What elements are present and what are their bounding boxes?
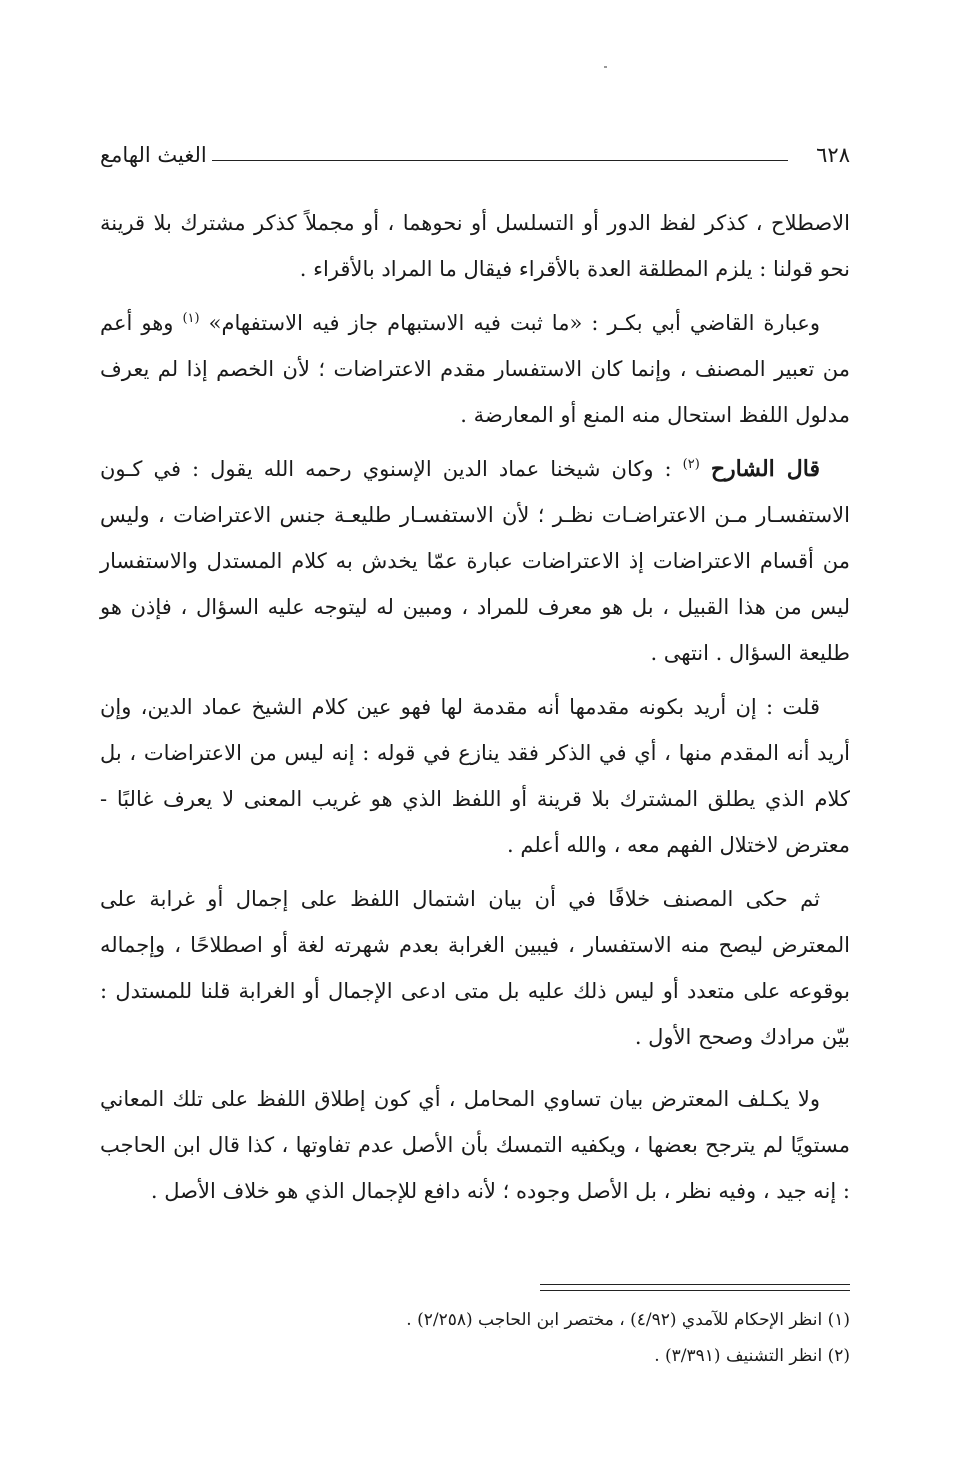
paragraph: [100, 684, 850, 868]
speaker-label: قال الشارح: [710, 456, 820, 482]
paragraph-text: : وكان شيخنا عماد الدين الإسنوي رحمه الله يقول : في كـون الاستفسـار مـن الاعتراضـات نظـر ؛ لأن الاستفسـار طليعـة جنس الاعتراضات ، وليس من أقسام الاعتراضات إذ الاعتراضات عبارة عمّا يخدش به كلام المستدل والاستفسار ليس من هذا القبيل ، بل هو معرف للمراد ، ومبين له ليتوجه عليه السؤال ، فإذن هو طليعة السؤال . انتهى .: [100, 457, 850, 665]
paragraph: [100, 446, 850, 676]
scan-speck: [604, 66, 607, 68]
footnote: (٢) انظر التشنيف (٣/٣٩١) .: [654, 1346, 850, 1366]
footnote-marker: (١): [182, 311, 200, 326]
footnote-separator: [540, 1290, 850, 1291]
paragraph: [100, 1076, 850, 1214]
main-text: [100, 200, 850, 1214]
paragraph-text: ثم حكى المصنف خلافًا في أن بيان اشتمال اللفظ على إجمال أو غرابة على المعترض ليصح منه الاستفسار ، فيبين الغرابة بعدم شهرته لغة أو اصطلاحًا ، وإجماله بوقوعه على متعدد أو ليس ذلك عليه بل متى ادعى الإجمال أو الغرابة قلنا للمستدل : بيّن مرادك وصحح الأول .: [100, 887, 850, 1049]
paragraph: [100, 300, 850, 438]
paragraph-text: وهو أعم من تعبير المصنف ، وإنما كان الاستفسار مقدم الاعتراضات ؛ لأن الخصم إذا لم يعرف مدلول اللفظ استحال منه المنع أو المعارضة .: [100, 311, 850, 427]
footnote-marker: (٢): [682, 457, 700, 472]
footnote-separator: [540, 1284, 850, 1285]
page-number: ٦٢٨: [816, 143, 850, 167]
paragraph-text: قلت : إن أريد بكونه مقدمها أنه مقدمة لها فهو عين كلام الشيخ عماد الدين، وإن أريد أنه المقدم منها ، أي في الذكر فقد ينازع في قوله : إنه ليس من الاعتراضات ، بل كلام الذي يطلق المشترك بلا قرينة أو اللفظ الذي هو غريب المعنى لا يعرف غالبًا - معترض لاختلال الفهم معه ، والله أعلم .: [100, 695, 850, 857]
footnote: (١) انظر الإحكام للآمدي (٤/٩٢) ، مختصر ابن الحاجب (٢/٢٥٨) .: [406, 1310, 850, 1330]
paragraph-text: الاصطلاح ، كذكر لفظ الدور أو التسلسل أو نحوهما ، أو مجملاً كذكر مشترك بلا قرينة نحو قولنا : يلزم المطلقة العدة بالأقراء فيقال ما المراد بالأقراء .: [100, 211, 850, 281]
paragraph: [100, 200, 850, 292]
page-header: [100, 143, 850, 177]
running-title: الغيث الهامع: [100, 143, 207, 167]
footnotes: [100, 1302, 850, 1374]
paragraph-text: ولا يكـلف المعترض بيان تساوي المحامل ، أي كون إطلاق اللفظ على تلك المعاني مستويًا لم يترجح بعضها ، ويكفيه التمسك بأن الأصل عدم تفاوتها ، كذا قال ابن الحاجب : إنه جيد ، وفيه نظر ، بل الأصل وجوده ؛ لأنه دافع للإجمال الذي هو خلاف الأصل .: [100, 1087, 850, 1203]
paragraph: [100, 876, 850, 1060]
header-rule: [212, 160, 788, 161]
paragraph-text: وعبارة القاضي أبي بكـر : «ما ثبت فيه الاستبهام جاز فيه الاستفهام»: [208, 311, 820, 335]
